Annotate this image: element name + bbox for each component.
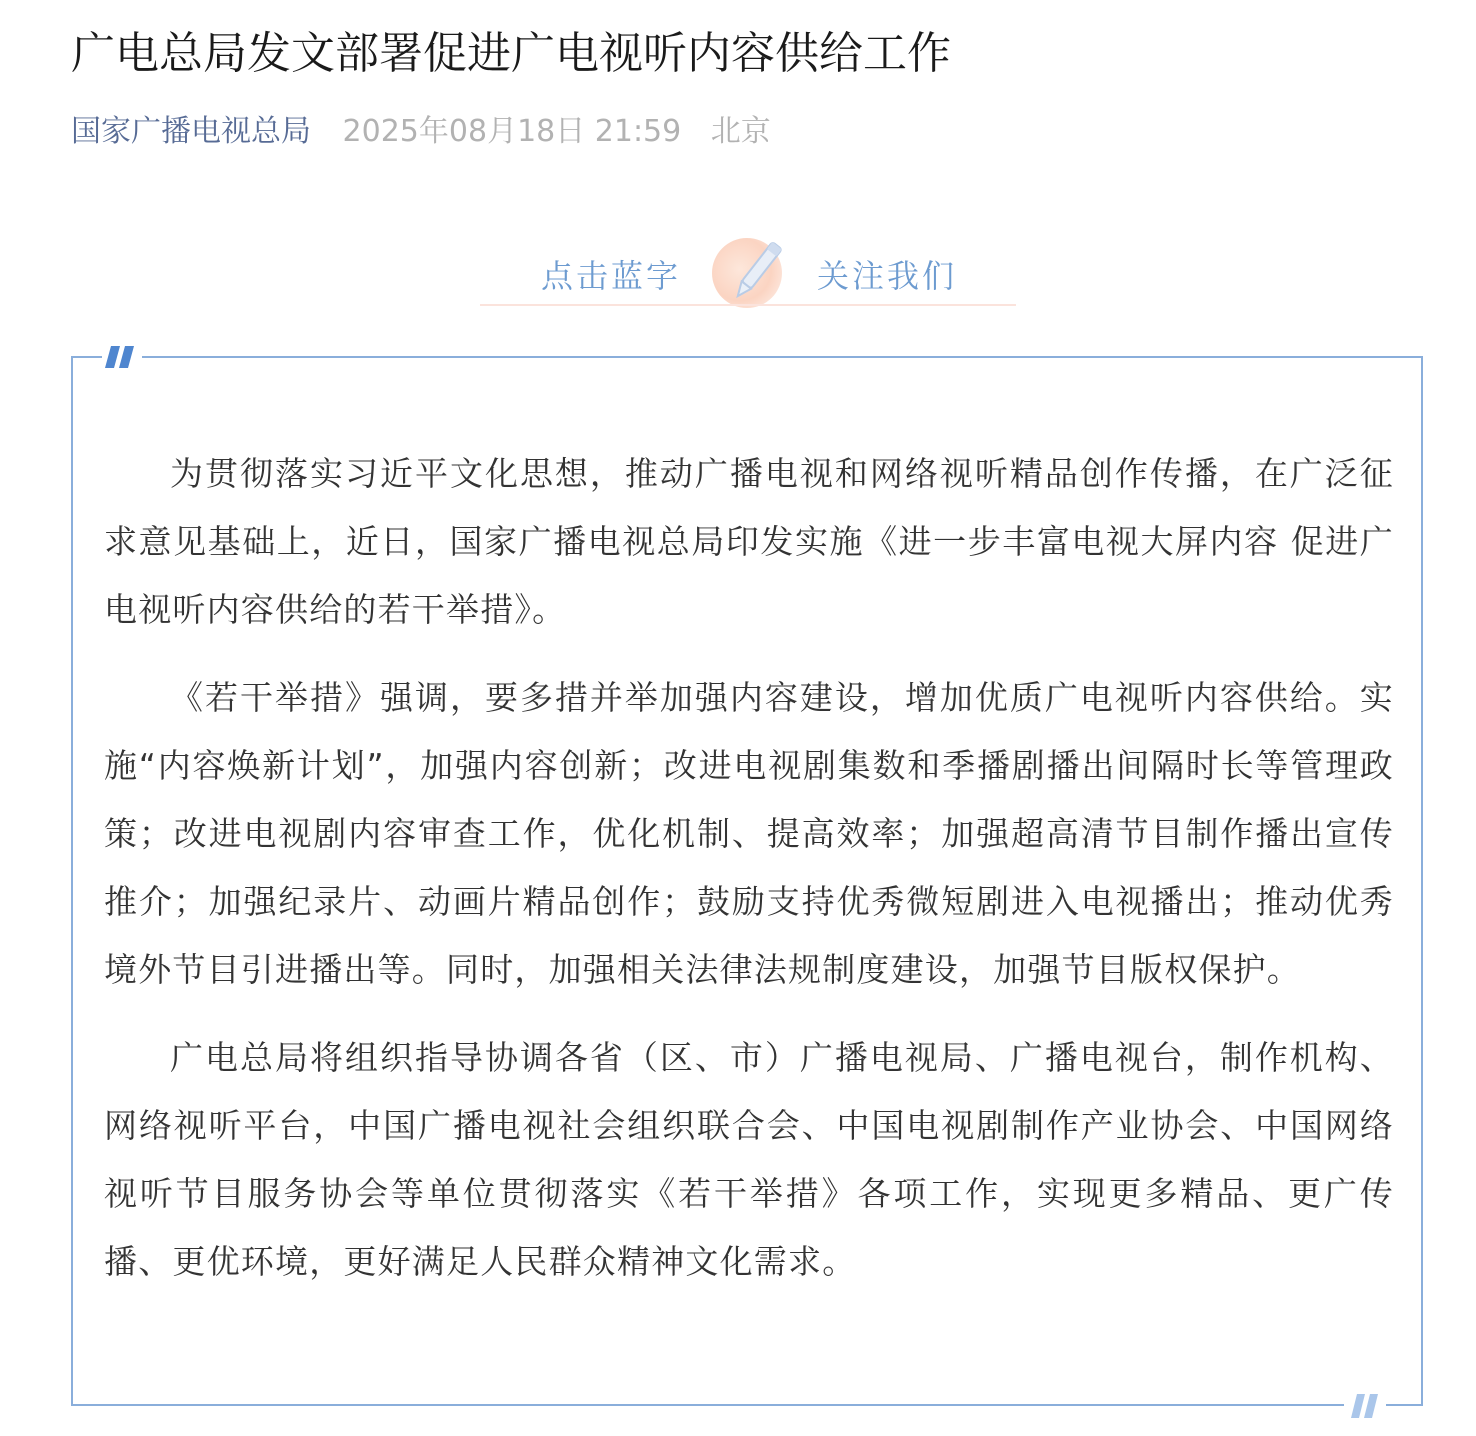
- follow-right-text: 关注我们: [817, 257, 958, 295]
- follow-underline: [480, 304, 1016, 306]
- paragraph-2: 《若干举措》强调，要多措并举加强内容建设，增加优质广电视听内容供给。实施“内容焕新计划”，加强内容创新；改进电视剧集数和季播剧播出间隔时长等管理政策；改进电视剧内容审查工作，优化机制、提高效率；加强超高清节目制作播出宣传推介；加强纪录片、动画片精品创作；鼓励支持优秀微短剧进入电视播出；推动优秀境外节目引进播出等。同时，加强相关法律法规制度建设，加强节目版权保护。: [104, 678, 1394, 989]
- publish-date: 2025年08月18日 21:59: [342, 114, 682, 149]
- article-body: [104, 440, 1394, 1316]
- article-meta: [71, 110, 771, 154]
- publish-location: 北京: [710, 114, 771, 149]
- pen-icon: [720, 234, 790, 314]
- quote-mark-top-left: [102, 340, 142, 372]
- follow-left-text: 点击蓝字: [541, 257, 682, 295]
- slash-mark-icon: [102, 340, 142, 372]
- author-link[interactable]: 国家广播电视总局: [71, 114, 311, 149]
- article-title: 广电总局发文部署促进广电视听内容供给工作: [71, 28, 951, 79]
- follow-banner[interactable]: [480, 232, 1016, 306]
- paragraph-1: 为贯彻落实习近平文化思想，推动广播电视和网络视听精品创作传播，在广泛征求意见基础上，近日，国家广播电视总局印发实施《进一步丰富电视大屏内容 促进广电视听内容供给的若干举措》。: [104, 454, 1394, 629]
- paragraph-3: 广电总局将组织指导协调各省（区、市）广播电视局、广播电视台，制作机构、网络视听平台，中国广播电视社会组织联合会、中国电视剧制作产业协会、中国网络视听节目服务协会等单位贯彻落实《若干举措》各项工作，实现更多精品、更广传播、更优环境，更好满足人民群众精神文化需求。: [104, 1038, 1394, 1281]
- quote-mark-bottom-right: [1344, 1390, 1386, 1422]
- slash-mark-icon: [1344, 1390, 1386, 1422]
